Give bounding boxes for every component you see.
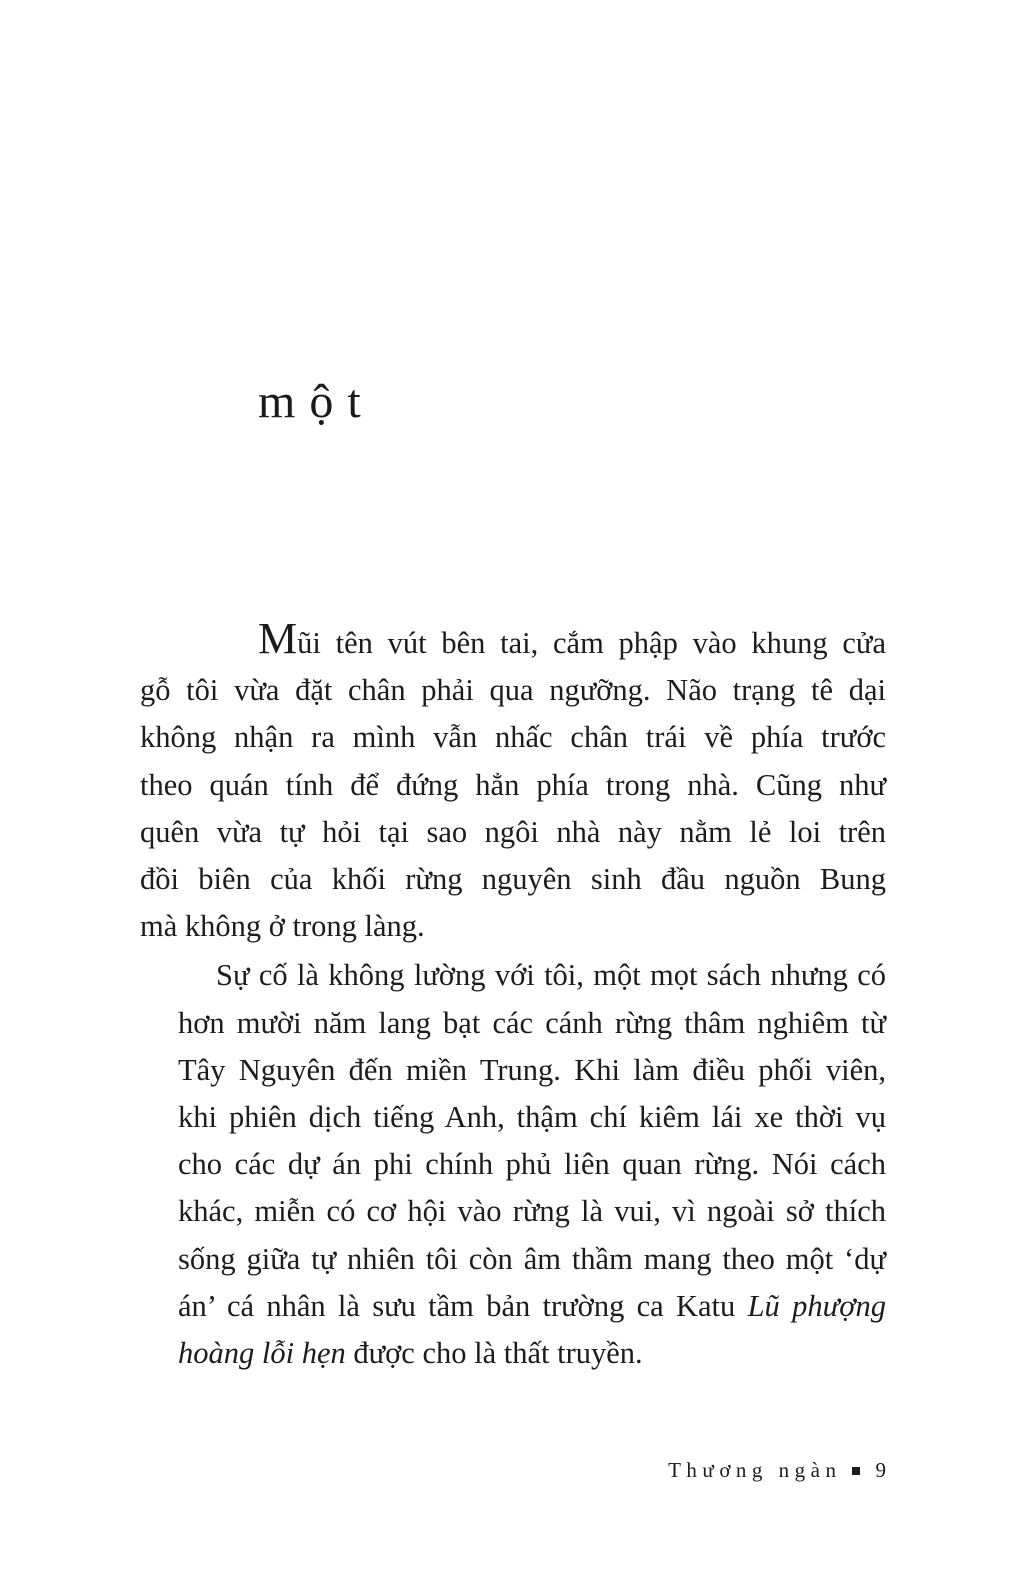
text-line: mà không ở trong làng. — [140, 909, 425, 944]
text-line: không nhận ra mình vẫn nhấc chân trái về phía trước — [140, 720, 886, 755]
text-line: Mũi tên vút bên tai, cắm phập vào khung cửa — [258, 614, 886, 663]
page-footer — [668, 1458, 886, 1483]
running-title: Thương ngàn — [668, 1458, 842, 1482]
text-line: gỗ tôi vừa đặt chân phải qua ngưỡng. Não trạng tê dại — [140, 673, 886, 708]
text-line: hơn mười năm lang bạt các cánh rừng thâm nghiêm từ — [178, 1005, 886, 1040]
text-line: cho các dự án phi chính phủ liên quan rừng. Nói cách — [178, 1147, 886, 1182]
drop-initial: M — [258, 614, 298, 663]
italic-title: Lũ phượng — [747, 1288, 886, 1323]
chapter-body — [140, 614, 886, 1377]
paragraph-2 — [140, 952, 886, 1377]
text-line: án’ cá nhân là sưu tầm bản trường ca Katu Lũ phượng — [178, 1288, 886, 1323]
text-line: theo quán tính để đứng hẳn phía trong nhà. Cũng như — [140, 767, 886, 802]
text-line: khác, miễn có cơ hội vào rừng là vui, vì ngoài sở thích — [178, 1194, 886, 1229]
text-line: sống giữa tự nhiên tôi còn âm thầm mang theo một ‘dự — [178, 1241, 886, 1276]
text-line: khi phiên dịch tiếng Anh, thậm chí kiêm lái xe thời vụ — [178, 1100, 886, 1135]
italic-title: hoàng lỗi hẹn — [178, 1336, 346, 1371]
text-line: Tây Nguyên đến miền Trung. Khi làm điều phối viên, — [178, 1052, 886, 1087]
text-line: Sự cố là không lường với tôi, một mọt sách nhưng có — [216, 958, 886, 993]
text-line: hoàng lỗi hẹn được cho là thất truyền. — [178, 1336, 643, 1371]
page-number: 9 — [875, 1458, 886, 1482]
paragraph-1 — [140, 614, 886, 950]
chapter-title: một — [258, 375, 375, 428]
square-separator-icon — [852, 1467, 860, 1475]
text-line: đồi biên của khối rừng nguyên sinh đầu nguồn Bung — [140, 862, 886, 897]
text-line: quên vừa tự hỏi tại sao ngôi nhà này nằm lẻ loi trên — [140, 814, 886, 849]
